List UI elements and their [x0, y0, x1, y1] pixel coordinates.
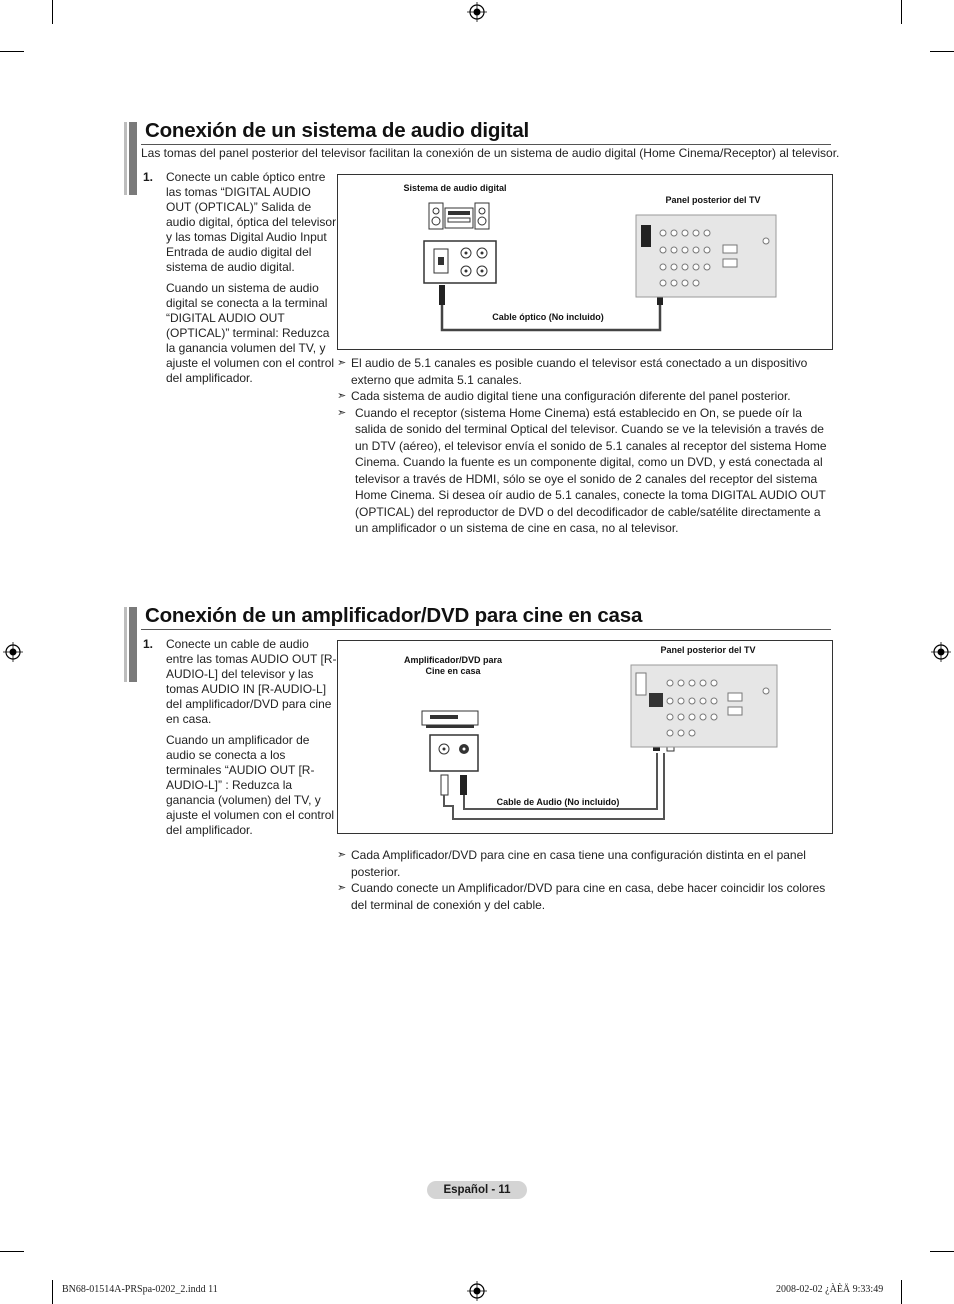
- crop-mark: [0, 51, 24, 52]
- title-rule: [141, 629, 831, 630]
- diagram-label: Panel posterior del TV: [660, 645, 756, 655]
- diagram-label: Cable óptico (No incluido): [492, 312, 604, 322]
- connection-diagram: [337, 174, 833, 350]
- section-bar: [129, 122, 137, 195]
- registration-mark-icon: [3, 642, 23, 662]
- crop-mark: [901, 0, 902, 24]
- registration-mark-icon: [467, 2, 487, 22]
- note-item: ➣ Cuando el receptor (sistema Home Cinema) está establecido en On, se puede oír la salida de sonido del terminal Optical del televisor. Cuando se ve la televisión a través de un DTV (aéreo), el televisor envía el sonido de 5.1 canales al receptor del sistema Home Cinema. Cuando la fuente es un componente digital, como un DVD, y está conectada al televisor a través de HDMI, sólo se oye el sonido de 2 canales del receptor del sistema Home Cinema. Si desea oír audio de 5.1 canales, conecte la toma DIGITAL AUDIO OUT (OPTICAL) del reproductor de DVD o del decodificador de cable/satélite directamente a un amplificador o un sistema de cine en casa, no al televisor.: [337, 405, 827, 535]
- note-arrow-icon: ➣: [337, 357, 347, 369]
- step-paragraph: Cuando un amplificador de audio se conecta a los terminales “AUDIO OUT [R-AUDIO-L]” : Reduzca la ganancia (volumen) del TV, y ajuste el volumen con el control del amplificador.: [166, 733, 335, 837]
- crop-mark: [52, 1280, 53, 1304]
- diagram-label: Sistema de audio digital: [403, 183, 507, 193]
- step-text: [166, 637, 338, 844]
- crop-mark: [930, 51, 954, 52]
- notes-list: [337, 847, 834, 913]
- notes-list: [337, 355, 834, 537]
- optical-connection-illustration: [338, 175, 832, 349]
- step-number: 1.: [143, 170, 154, 184]
- note-arrow-icon: ➣: [337, 390, 347, 402]
- step-paragraph: Conecte un cable óptico entre las tomas “DIGITAL AUDIO OUT (OPTICAL)” Salida de audio digital, óptica del televisor y las tomas Digital Audio Input Entrada de audio digital del sistema de audio digital.: [166, 170, 337, 274]
- crop-mark: [0, 1251, 24, 1252]
- section-bar: [129, 607, 137, 682]
- date-slug: 2008-02-02 ¿ÀÈÄ 9:33:49: [776, 1284, 884, 1295]
- crop-mark: [930, 1251, 954, 1252]
- audio-connection-illustration: [338, 641, 832, 833]
- step-paragraph: Cuando un sistema de audio digital se conecta a la terminal “DIGITAL AUDIO OUT (OPTICAL)” terminal: Reduzca la ganancia volumen del TV, y ajuste el volumen con el control del amplificador.: [166, 281, 335, 385]
- step-text: [166, 170, 338, 392]
- note-arrow-icon: ➣: [337, 849, 347, 861]
- connection-diagram: [337, 640, 833, 834]
- registration-mark-icon: [467, 1281, 487, 1301]
- section-title: Conexión de un sistema de audio digital: [145, 119, 530, 142]
- diagram-label: Amplificador/DVD para: [403, 655, 503, 665]
- crop-mark: [52, 0, 53, 24]
- note-item: ➣ Cada Amplificador/DVD para cine en casa tiene una configuración distinta en el panel posterior.: [337, 848, 806, 879]
- diagram-label: Cable de Audio (No incluido): [496, 797, 620, 807]
- step-paragraph: Conecte un cable de audio entre las tomas AUDIO OUT [R-AUDIO-L] del televisor y las tomas AUDIO IN [R-AUDIO-L] del amplificador/DVD para cine en casa.: [166, 637, 337, 726]
- title-rule: [141, 144, 831, 145]
- note-item: ➣ Cada sistema de audio digital tiene una configuración diferente del panel posterior.: [337, 389, 791, 403]
- registration-mark-icon: [931, 642, 951, 662]
- note-item: ➣ El audio de 5.1 canales es posible cuando el televisor está conectado a un dispositivo externo que admita 5.1 canales.: [337, 356, 808, 387]
- step-number: 1.: [143, 637, 154, 651]
- page-number-badge: Español - 11: [427, 1181, 527, 1199]
- section-title: Conexión de un amplificador/DVD para cine en casa: [145, 604, 643, 627]
- note-arrow-icon: ➣: [337, 882, 347, 894]
- note-item: ➣ Cuando conecte un Amplificador/DVD para cine en casa, debe hacer coincidir los colores del terminal de conexión y del cable.: [337, 881, 826, 912]
- crop-mark: [901, 1280, 902, 1304]
- section-intro: Las tomas del panel posterior del televisor facilitan la conexión de un sistema de audio digital (Home Cinema/Receptor) al televisor.: [141, 146, 840, 160]
- file-slug: BN68-01514A-PRSpa-0202_2.indd 11: [62, 1284, 218, 1295]
- diagram-label: Panel posterior del TV: [665, 195, 761, 205]
- diagram-label: Cine en casa: [425, 666, 481, 676]
- note-arrow-icon: ➣: [337, 406, 347, 419]
